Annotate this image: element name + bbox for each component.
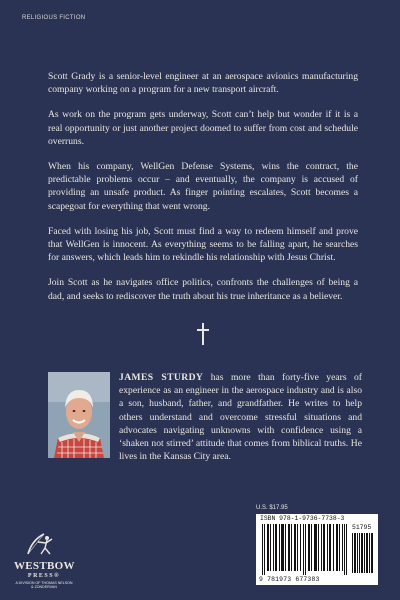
blurb-paragraph: When his company, WellGen Defense Systems, wins the contract, the predictable problems occur – and eventually, the company is accused of providing an unsafe product. As finger pointing escalates, Scott becomes a scapegoat for everything that went wrong.	[48, 161, 358, 212]
author-bio-text: has more than forty-five years of experience as an engineer in the aerospace industry and is also a son, husband, father, and grandfather. He writes to help others understand and overcome stressful situations and advocates navigating unknowns with confidence using a ‘shaken not stirred’ attitude that comes from biblical truths. He lives in the Kansas City area.	[119, 372, 362, 463]
publisher-division: A DIVISION OF THOMAS NELSON & ZONDERVAN	[15, 581, 73, 589]
author-bio	[119, 371, 362, 463]
price-label: U.S. $17.95	[256, 505, 288, 511]
book-blurb	[48, 70, 358, 315]
barcode	[256, 514, 378, 585]
publisher-logo	[14, 530, 74, 590]
barcode-bars	[260, 524, 350, 575]
cross-icon	[197, 323, 209, 345]
author-name: JAMES STURDY	[119, 372, 204, 383]
addon-barcode-bars	[352, 533, 374, 573]
genre-label: RELIGIOUS FICTION	[22, 15, 86, 21]
blurb-paragraph: Scott Grady is a senior-level engineer at an aerospace avionics manufacturing company working on a program for a new transport aircraft.	[48, 71, 358, 96]
publisher-name: WESTBOW	[14, 560, 75, 572]
bow-icon	[14, 530, 74, 560]
isbn-label: ISBN 978-1-9736-7738-3	[260, 515, 345, 522]
blurb-paragraph: Join Scott as he navigates office politics, confronts the challenges of being a dad, and seeks to rediscover the truth about his true inheritance as a believer.	[48, 277, 358, 302]
addon-number: 51795	[352, 524, 372, 531]
author-photo	[48, 372, 110, 458]
publisher-press: PRESS®	[27, 573, 61, 579]
blurb-paragraph: Faced with losing his job, Scott must find a way to redeem himself and prove that WellGen is innocent. As everything seems to be falling apart, he searches for answers, which leads him to rekindle his relationship with Jesus Christ.	[48, 225, 358, 264]
blurb-paragraph: As work on the program gets underway, Scott can’t help but wonder if it is a real opportunity or just another project doomed to suffer from cost and schedule overruns.	[48, 109, 358, 147]
barcode-number: 9 781973 677383	[259, 576, 320, 583]
